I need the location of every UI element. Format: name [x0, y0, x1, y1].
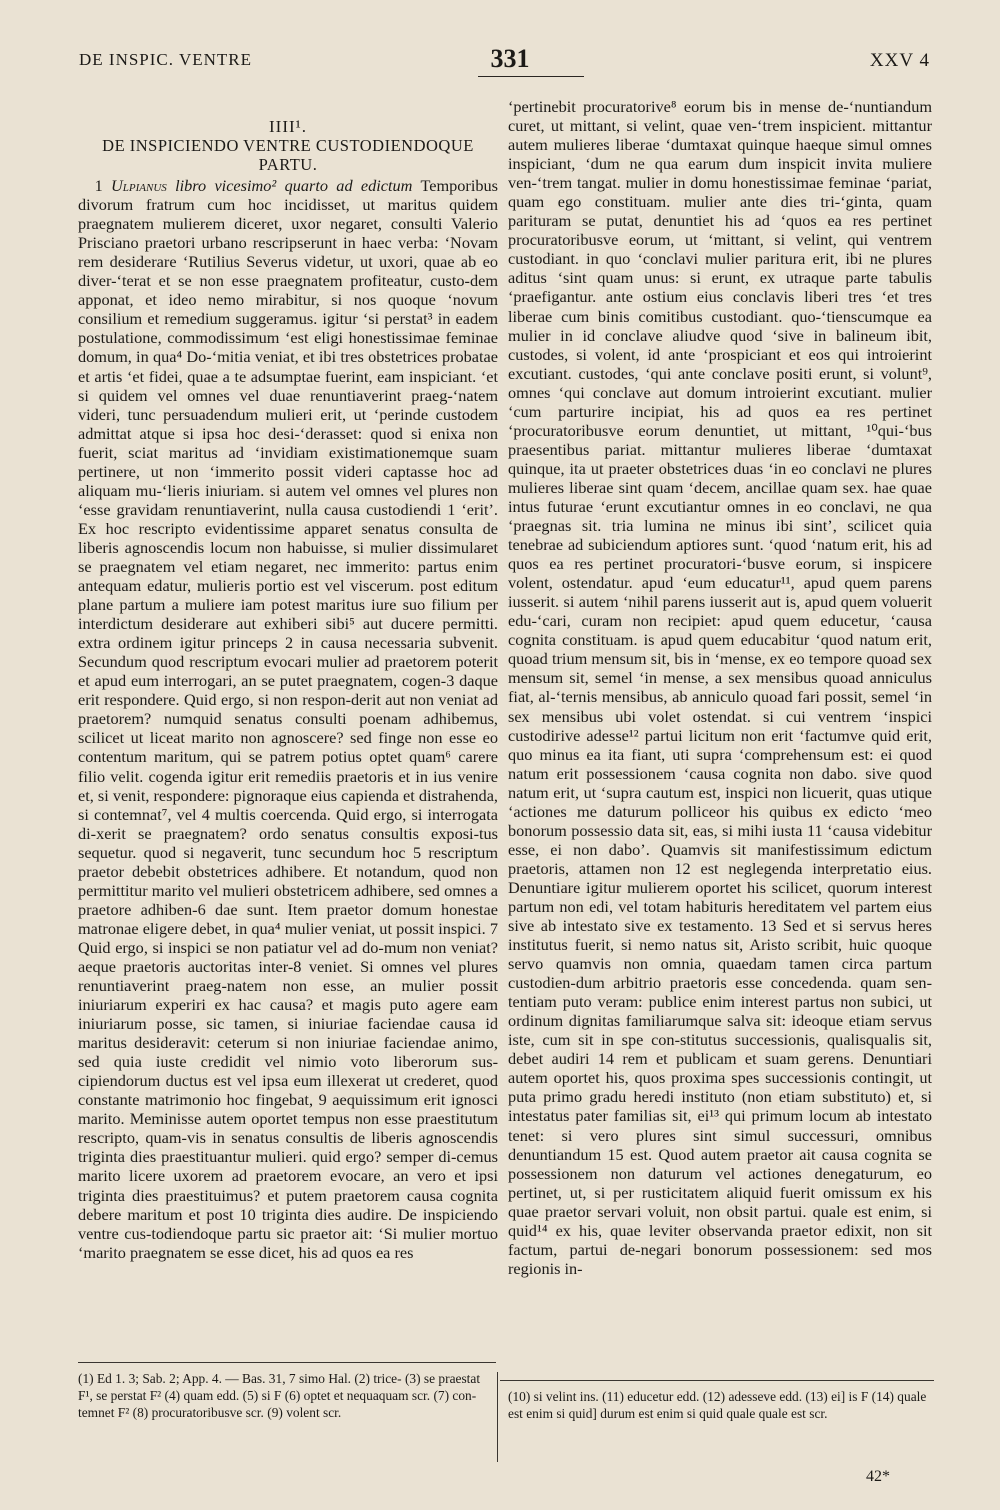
section-number: IIII¹. [269, 117, 307, 136]
footnote: (13) ei] is F [805, 1389, 869, 1404]
footnotes-left [78, 1370, 486, 1421]
footnote: (14) quale est enim si quid] durum est enim si quid quale quale est scr. [508, 1389, 927, 1421]
intro-author: Ulpianus [111, 176, 167, 196]
right-body-text: ‘pertinebit procuratorive⁸ eorum bis in mense de-‘nuntiandum curet, ut mittant, si velint, quae ven-‘trem inspicient. mittantur autem mulieres liberae ‘dumtaxat quinque haeque simul omnes inspiciant, ‘dum ne qua earum dum inspicit invita muliere ven-‘trem tangat. mulier in domu honestissimae feminae ‘pariat, quam ego constituam. mulier ante dies tri-‘ginta, quam parituram se putat, denuntiet his ad ‘quos ea res pertinet procuratoribusve eorum, ut ‘mittant, si velint, qui ventrem custodiant. in quo ‘conclavi mulier paritura erit, ibi ne plures aditus ‘sint quam unus: si erunt, ex utraque parte tabulis ‘praefigantur. ante ostium eius conclavis liberi tres ‘et tres liberae cum binis comitibus custodiant. quo-‘tienscumque ea mulier in id conclave aliudve quod ‘sive in balineum ibit, custodes, si volent, id ante ‘prospiciant et eos qui introierint excutiant. custodes, ‘qui ante conclave positi erunt, si volunt⁹, omnes ‘qui conclave aut domum introierint excutiant. mulier ‘cum parturire incipiat, his ad quos ea res pertinet ‘procuratoribusve eorum denuntiet, ut mittant, ¹⁰qui-‘bus praesentibus pariat. mittantur mulieres liberae ‘dumtaxat quinque, ita ut praeter obstetrices duas ‘in eo conclavi ne plures mulieres liberae sint quam ‘decem, ancillae quam sex. hae quae intus futurae ‘erunt excutiantur omnes in eo conclavi, ne qua ‘praegnas sit. tria lumina ne minus ibi sint’, scilicet quia tenebrae ad subiciendum aptiores sunt. ‘quod ‘natum erit, his ad quos ea res pertinet procuratori-‘busve eorum, si inspicere volent, ostendatur. apud ‘eum educatur¹¹, apud quem parens iusserit. si autem ‘nihil parens iusserit aut is, apud quem voluerit edu-‘cari, curam non recipiet: apud quem educetur, ‘causa cognita constituam. is apud quem educabitur ‘quod natum erit, quoad trium mensum sit, bis in ‘mense, ex eo tempore quoad sex mensum sit, semel ‘in mense, a sex mensibus quoad anniculus fiat, al-‘ternis mensibus, ab anniculo quoad fari possit, semel ‘in sex mensibus ubi volet ostendat. si cui ventrem ‘inspici custodirive adesse¹² partui licitum non erit ‘factumve quid erit, quo minus ea ita fiant, uti supra ‘comprehensum est: ei quod natum erit possessionem ‘causa cognita non dabo. sive quod natum erit, ut ‘supra cautum est, inspici non licuerit, quas utique ‘actiones me daturum polliceor his quibus ex edicto ‘meo bonorum possessio data sit, eas, si mihi iusta 11 ‘causa videbitur esse, ei non dabo’. Quamvis sit manifestissimum edictum praetoris, attamen non 12 est neglegenda interpretatio eius. Denuntiare igitur mulierem oportet his scilicet, quorum interest partum non edi, vel totam habituris hereditatem vel partem eius sive ab intestato sive ex testamento. 13 Sed et si servus heres institutus fuerit, si nemo natus sit, Aristo scribit, huic quoque servo quamvis non omnia, quaedam tamen circa partum custodien-dum arbitrio praetoris esse concedenda. quam sen-tentiam puto veram: publice enim interest partus non subici, ut ordinum dignitas familiarumque salva sit: ideoque etiam servus iste, cum sit in spe con-stitutus successionis, qualisqualis sit, debet audiri 14 rem et publicam et suam gerens. Denuntiari autem oportet his, quos proxima spes successionis contingit, ut puta primo gradu heredi instituto (non etiam substituto) et, si intestatus pater familias sit, ei¹³ qui primum locum ab intestato tenet: si vero plures sint simul successuri, omnibus denuntiandum 15 est. Quod autem praetor ait causa cognita se possessionem non daturum vel actiones denegaturum, eo pertinet, ut, si per rusticitatem aliquid fuerit omissum ex his quae praetor servari voluit, non obsit partui. quale est enim, si quid¹⁴ ex his, quae leviter observanda praetor edixit, non sit factum, partui de-negari bonorum possessionem: sed mos regionis in- [508, 97, 932, 1278]
intro-source: libro vicesimo² quarto ad edictum [175, 176, 413, 196]
footnotes-right [508, 1388, 932, 1422]
footnote: (5) si F [242, 1388, 282, 1403]
running-header-left: DE INSPIC. VENTRE [79, 50, 252, 69]
left-column-text [78, 176, 498, 1262]
footnote: (2) trice- [354, 1371, 402, 1386]
footnote-rule-right [500, 1380, 934, 1381]
footnote: (8) procuratoribusve scr. [132, 1405, 264, 1420]
intro-number: 1 [94, 176, 103, 196]
footnote: (10) si velint ins. [508, 1389, 599, 1404]
footnote: (4) quam edd. [164, 1388, 240, 1403]
footnote: (12) adesseve edd. [702, 1389, 803, 1404]
footnote: (11) educetur edd. [602, 1389, 700, 1404]
section-title: DE INSPICIENDO VENTRE CUSTODIENDOQUE PARTU. [102, 136, 474, 175]
footnote: (9) volent scr. [267, 1405, 342, 1420]
left-column [78, 97, 498, 1262]
running-header-right: XXV 4 [869, 50, 930, 71]
right-column [508, 97, 932, 1278]
left-body-text: Temporibus divorum fratrum cum hoc incidisset, ut maritus quidem praegnatem mulierem diceret, uxor negaret, consulti Valerio Prisciano praetori urbano rescripserunt in haec verba: ‘Novam rem desiderare ‘Rutilius Severus videtur, ut uxori, quae ab eo diver-‘terat et se non esse praegnatem profiteatur, custo-dem apponat, et ideo nemo mirabitur, si nos quoque ‘novum consilium et remedium suggeramus. igitur ‘si perstat³ in eadem postulatione, commodissimum ‘est eligi honestissimae feminae domum, in qua⁴ Do-‘mitia veniat, et ibi tres obstetrices probatae et artis ‘et fidei, quae a te adsumptae fuerint, eam inspiciant. ‘et si quidem vel omnes vel duae renuntiaverint praeg-‘natem videri, tunc persuadendum mulieri erit, ut ‘perinde custodem admittat atque si ipsa hoc desi-‘derasset: quod si enixa non fuerit, sciat maritus ad ‘invidiam existimationemque suam pertinere, ut non ‘immerito possit videri captasse hoc ad aliquam mu-‘lieris iniuriam. si autem vel omnes vel plures non ‘esse gravidam renuntiaverint, nulla causa custodiendi 1 ‘erit’. Ex hoc rescripto evidentissime apparet senatus consulta de liberis agnoscendis locum non habuisse, si mulier dissimularet se praegnatem vel etiam negaret, nec immerito: partus enim antequam edatur, mulieris portio est vel viscerum. post editum plane partum a muliere iam potest maritus iure suo filium per interdictum desiderare aut exhiberi sibi⁵ aut ducere permitti. extra ordinem igitur princeps 2 in causa necessaria subvenit. Secundum quod rescriptum evocari mulier ad praetorem poterit et apud eum interrogari, an se putet praegnatem, cogen-3 daque erit respondere. Quid ergo, si non respon-derit aut non veniat ad praetorem? numquid senatus consulti poenam adhibemus, scilicet ut liceat marito non agnoscere? sed finge non esse eo contentum maritum, qui se patrem potius optet quam⁶ carere filio velit. cogenda igitur erit remediis praetoris et in ius venire et, si venit, respondere: pignoraque eius capienda et distrahenda, si contemnat⁷, vel 4 multis coercenda. Quid ergo, si interrogata di-xerit se praegnatem? ordo senatus consultis exposi-tus sequetur. quod si negaverit, tunc secundum hoc 5 rescriptum praetor debebit obstetrices adhibere. Et notandum, quod non permittitur marito vel mulieri obstetricem adhibere, sed omnes a praetore adhiben-6 dae sunt. Item praetor domum honestae matronae eligere debet, in qua⁴ mulier veniat, ut possit inspici. 7 Quid ergo, si inspici se non patiatur vel ad do-mum non veniat? aeque praetoris auctoritas inter-8 veniet. Si omnes vel plures renuntiaverint praeg-natem non esse, an mulier possit iniuriarum experiri ex hac causa? et magis puto agere eam iniuriarum posse, sic tamen, si iniuriae faciendae causa id maritus desideravit: ceterum si non iniuriae faciendae animo, sed quia iuste credidit vel nimio voto liberorum sus-cipiendorum ductus est vel ipsa eum illexerat ut crederet, quod constante matrimonio hoc fingebat, 9 aequissimum erit ignosci marito. Meminisse autem oportet tempus non esse praestitutum rescripto, quam-vis in senatus consultis de liberis agnoscendis triginta dies praestituantur mulieri. quid ergo? semper di-cemus marito licere uxorem ad praetorem evocare, an vero et ipsi triginta dies praestituimus? et putem praetorem causa cognita debere maritum et post 10 triginta dies audire. De inspiciendo ventre cus-todiendoque partu sic praetor ait: ‘Si mulier mortuo ‘marito praegnatem se esse dicet, his ad quos ea res [78, 176, 498, 1262]
footnote-divider [497, 1372, 498, 1462]
page-number: 331 [490, 44, 530, 73]
page-number-rule [478, 76, 584, 77]
footnote: (6) optet et nequaquam scr. [284, 1388, 431, 1403]
footnote: (3) se praestat F¹, se perstat F² [78, 1371, 481, 1403]
footnote-rule-left [78, 1362, 496, 1363]
footnote: (1) Ed 1. 3; Sab. 2; App. 4. — Bas. 31, 7 simo Hal. [78, 1371, 352, 1386]
signature-mark: 42* [866, 1468, 890, 1485]
footnote: (7) con-temnet F² [78, 1388, 477, 1420]
